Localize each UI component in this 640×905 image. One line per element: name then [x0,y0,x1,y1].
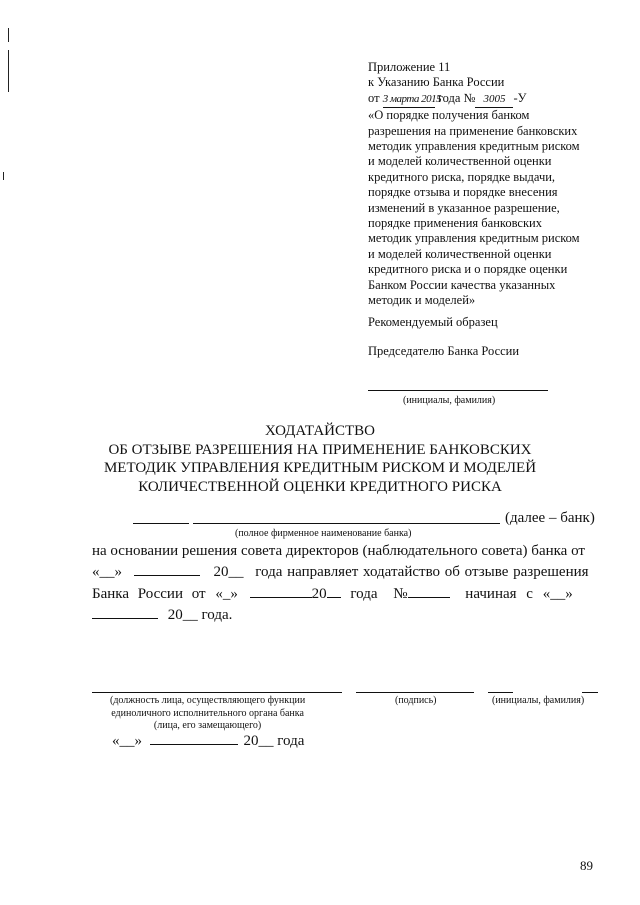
addressee-caption: (инициалы, фамилия) [403,395,496,406]
quote-line: разрешения на применение банковских [368,123,578,138]
initials-blank-line-b[interactable] [582,692,598,693]
body-line-2: «__» 20__ года направляет ходатайство об отзыве разрешения [92,564,589,580]
bank-name-blank-line-short[interactable] [133,523,189,524]
quote-line: кредитного риска, порядке выдачи, [368,169,556,184]
page-number: 89 [580,858,593,873]
body-line-1: на основании решения совета директоров (наблюдательного совета) банка от [92,543,585,559]
permission-date-blank[interactable] [250,597,312,598]
position-blank-line[interactable] [92,692,342,693]
initials-blank-line-a[interactable] [488,692,513,693]
title-line: МЕТОДИК УПРАВЛЕНИЯ КРЕДИТНЫМ РИСКОМ И МОДЕЛЕЙ [103,460,537,476]
attachment-block [368,60,603,309]
bank-name-suffix: (далее – банк) [505,510,595,526]
quote-line: порядке применения банковских [368,216,542,231]
quote-line: изменений в указанное разрешение, [368,200,560,215]
quote-line: методик управления кредитным риском [368,139,580,154]
attachment-quote [368,108,603,308]
bank-name-caption: (полное фирменное наименование банка) [235,528,412,539]
permission-number-blank[interactable] [408,597,450,598]
handwritten-date: 3 марта 2015 [383,92,435,108]
position-caption: (должность лица, осуществляющего функции единоличного исполнительного органа банка (лица, его замещающего) [110,695,306,731]
signature-blank-line[interactable] [356,692,474,693]
bank-name-blank-line[interactable] [193,523,500,524]
quote-line: «О порядке получения банком [368,108,530,123]
permission-year-blank[interactable] [327,597,341,598]
attachment-date-line: от 3 марта 2015 года № 3005 -У [368,91,603,108]
quote-line: методик управления кредитным риском [368,231,580,246]
title-line: ОБ ОТЗЫВЕ РАЗРЕШЕНИЯ НА ПРИМЕНЕНИЕ БАНКОВСКИХ [108,441,532,458]
signature-caption: (подпись) [395,695,437,706]
scan-margin-mark [8,28,9,42]
signature-date: «__» 20__ года [112,733,305,749]
document-title [0,422,640,496]
title-line: ХОДАТАЙСТВО [265,423,375,439]
addressee-blank-line[interactable] [368,390,548,391]
quote-line: кредитного риска и о порядке оценки [368,262,568,277]
name-caption: (инициалы, фамилия) [492,695,585,706]
body-line-4: 20__ года. [92,607,232,624]
scan-margin-mark [3,172,4,180]
decision-date-blank[interactable] [134,575,200,576]
body-line-3: Банка России от «_» 20 года № начиная с «__» [92,586,573,602]
quote-line: порядке отзыва и порядке внесения [368,185,558,200]
title-line: КОЛИЧЕСТВЕННОЙ ОЦЕНКИ КРЕДИТНОГО РИСКА [138,478,502,495]
quote-line: Банком России качества указанных [368,277,556,292]
signature-date-blank[interactable] [150,744,238,745]
attachment-number: Приложение 11 [368,60,451,74]
quote-line: и моделей количественной оценки [368,246,552,261]
recommended-sample-label: Рекомендуемый образец [368,315,498,329]
handwritten-number: 3005 [475,92,513,108]
addressee-label: Председателю Банка России [368,344,520,358]
attachment-reference: к Указанию Банка России [368,75,505,90]
quote-line: и моделей количественной оценки [368,154,552,169]
revocation-date-blank[interactable] [92,618,158,619]
scan-margin-mark [8,50,9,92]
quote-line: методик и моделей» [368,293,476,308]
